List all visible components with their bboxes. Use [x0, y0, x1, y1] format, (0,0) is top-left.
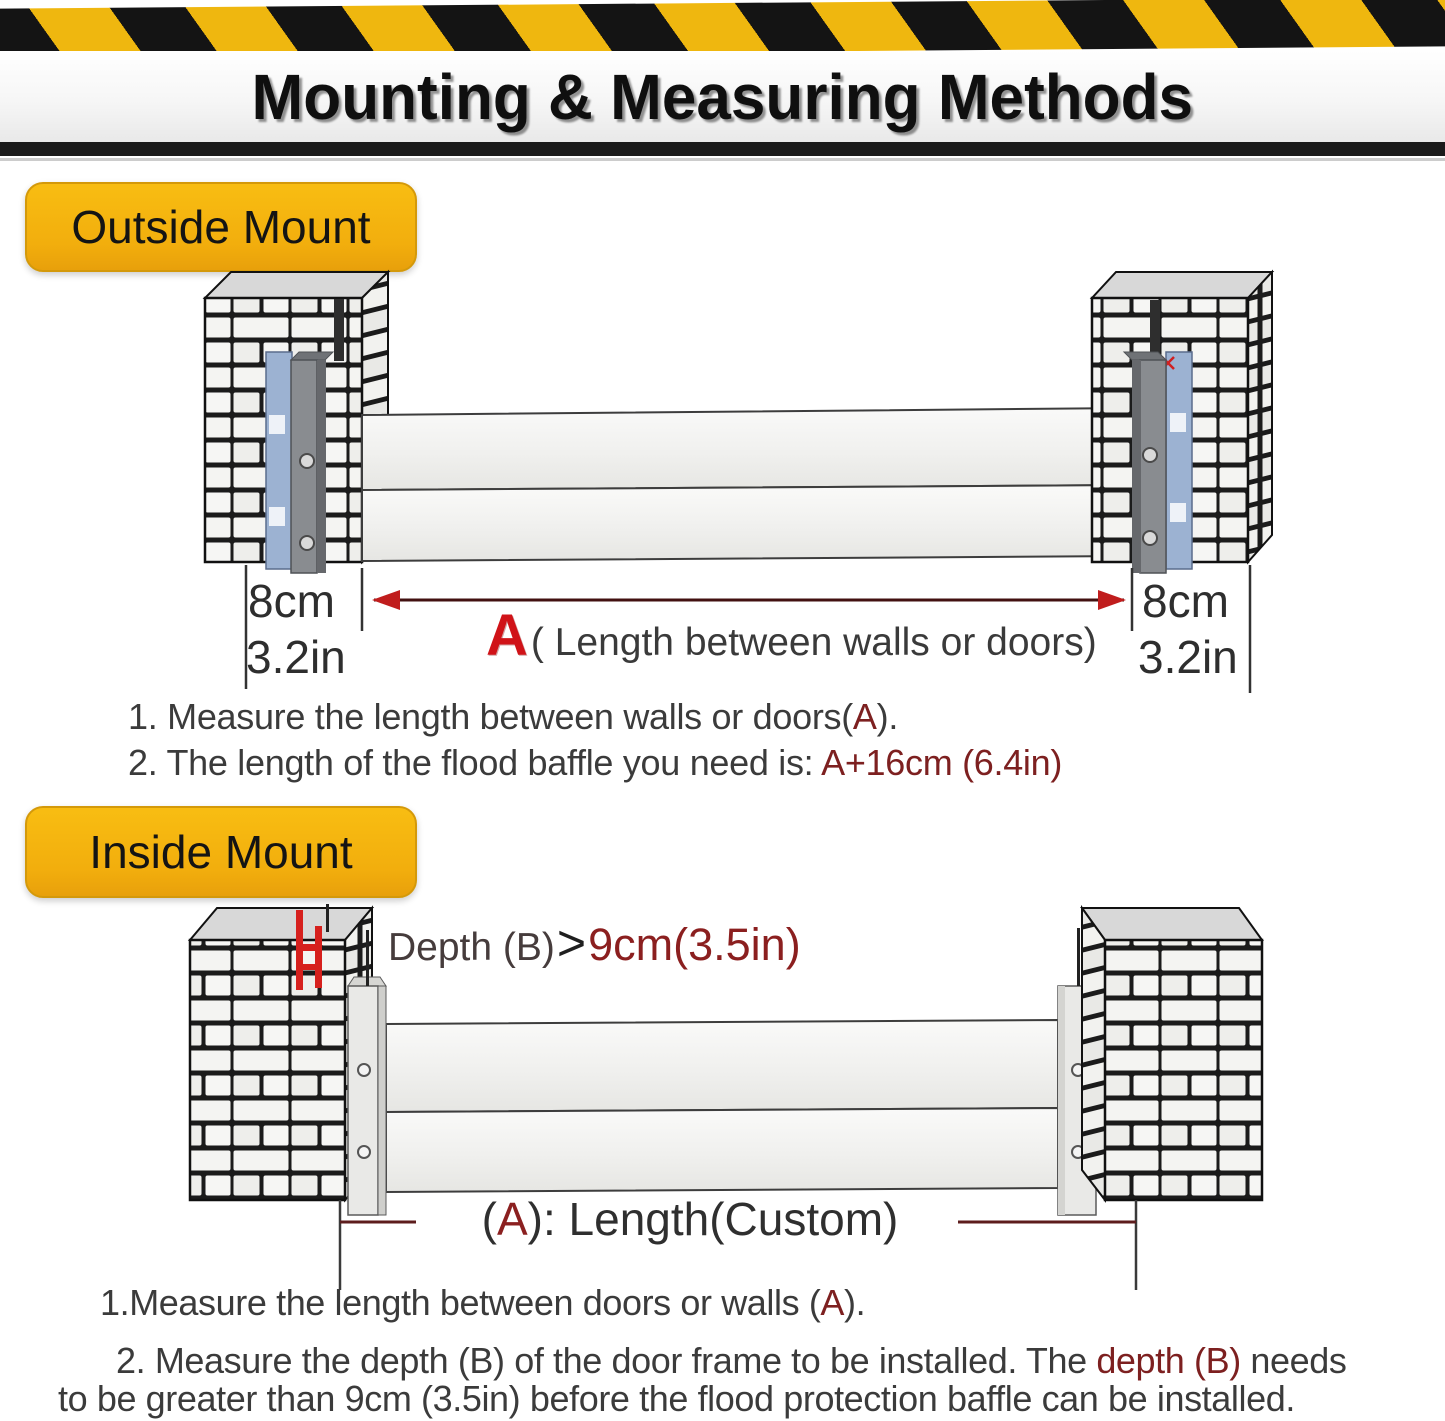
barrier-top-plank	[386, 1020, 1058, 1112]
instruction-text: ).	[876, 696, 899, 737]
right-offset-cm: 8cm	[1142, 575, 1229, 627]
arrowhead-left	[372, 590, 400, 610]
flood-barrier-panels	[386, 1020, 1058, 1192]
screw	[300, 454, 314, 468]
depth-marker-rung	[296, 944, 322, 951]
barrier-bottom-plank	[362, 485, 1132, 561]
pillar-top-face	[190, 908, 372, 940]
depth-marker-rung	[296, 964, 322, 970]
pillar-side-face	[1082, 908, 1105, 1200]
anchor-pin	[326, 904, 329, 932]
channel-edge	[1058, 986, 1065, 1215]
length-letter-a: A	[496, 1193, 528, 1245]
instruction-text: 1.Measure the length between doors or walls (	[100, 1282, 821, 1323]
screw	[1143, 448, 1157, 462]
span-letter: A	[486, 603, 528, 668]
inside-left-pillar	[190, 908, 372, 1200]
depth-name: Depth (B)	[388, 926, 555, 969]
inside-mount-label: Inside Mount	[25, 806, 417, 898]
length-rest: ): Length(Custom)	[527, 1193, 899, 1245]
custom-length-label	[430, 1192, 950, 1246]
greater-than-sign: >	[556, 915, 587, 971]
seal-tab	[269, 415, 285, 434]
span-length-label	[486, 602, 1097, 669]
inside-instruction-1	[100, 1282, 865, 1324]
title-divider-bar	[0, 142, 1445, 156]
channel-top-cap	[1124, 352, 1166, 360]
pillar-top-face	[1082, 908, 1262, 940]
inside-right-pillar	[1082, 908, 1262, 1200]
instruction-text: needs	[1240, 1340, 1347, 1381]
pillar-top-face	[1092, 272, 1272, 298]
anchor-pin	[1077, 928, 1080, 986]
right-offset-in: 3.2in	[1138, 631, 1238, 683]
instruction-text: 1. Measure the length between walls or doors(	[128, 696, 853, 737]
instruction-letter-a: A	[820, 1282, 845, 1323]
channel-edge	[317, 360, 326, 573]
channel-top-cap	[291, 352, 333, 360]
left-offset-cm: 8cm	[248, 575, 335, 627]
instruction-text: 2. The length of the flood baffle you need is:	[128, 742, 822, 783]
seal-tab	[1170, 503, 1186, 522]
seal-tab	[1170, 413, 1186, 432]
instruction-formula: A+16cm (6.4in)	[821, 742, 1063, 783]
barrier-top-plank	[362, 408, 1132, 490]
inside-instruction-2	[116, 1340, 1347, 1382]
anchor-pin	[366, 930, 369, 986]
anchor-slot	[1150, 300, 1160, 358]
pillar-side-face	[1248, 272, 1272, 562]
depth-marker-bar	[315, 926, 322, 988]
screw	[358, 1064, 370, 1076]
channel-front	[348, 986, 378, 1215]
pillar-top-face	[205, 272, 388, 298]
left-offset-in: 3.2in	[246, 631, 346, 683]
outside-instruction-1	[128, 696, 898, 738]
screw	[358, 1146, 370, 1158]
left-seal-strip	[266, 352, 292, 569]
instruction-depth-b: depth (B)	[1096, 1340, 1241, 1381]
flood-barrier-panels	[362, 408, 1132, 561]
depth-value: 9cm(3.5in)	[588, 919, 801, 970]
page-title: Mounting & Measuring Methods	[251, 60, 1194, 133]
title-band	[0, 51, 1445, 142]
anchor-slot	[334, 299, 344, 361]
pillar-front-face	[1105, 940, 1262, 1200]
arrowhead-right	[1098, 590, 1126, 610]
outside-mount-label: Outside Mount	[25, 182, 417, 272]
hazard-stripe-banner	[0, 0, 1445, 58]
instruction-text: ).	[844, 1282, 866, 1323]
depth-requirement-label	[388, 914, 801, 972]
barrier-bottom-plank	[386, 1108, 1058, 1192]
channel-edge	[1132, 360, 1141, 573]
span-desc: ( Length between walls or doors)	[530, 621, 1097, 664]
instruction-text: 2. Measure the depth (B) of the door frame to be installed. The	[116, 1340, 1097, 1381]
channel-edge	[378, 986, 386, 1215]
screw	[300, 536, 314, 550]
inside-instruction-3: to be greater than 9cm (3.5in) before the flood protection baffle can be installed.	[58, 1378, 1295, 1419]
seal-tab	[269, 507, 285, 526]
instruction-letter-a: A	[852, 696, 877, 737]
title-divider-line	[0, 158, 1445, 161]
length-open-paren: (	[481, 1193, 497, 1245]
right-seal-strip	[1166, 352, 1192, 569]
screw	[1143, 531, 1157, 545]
outside-instruction-2	[128, 742, 1062, 784]
